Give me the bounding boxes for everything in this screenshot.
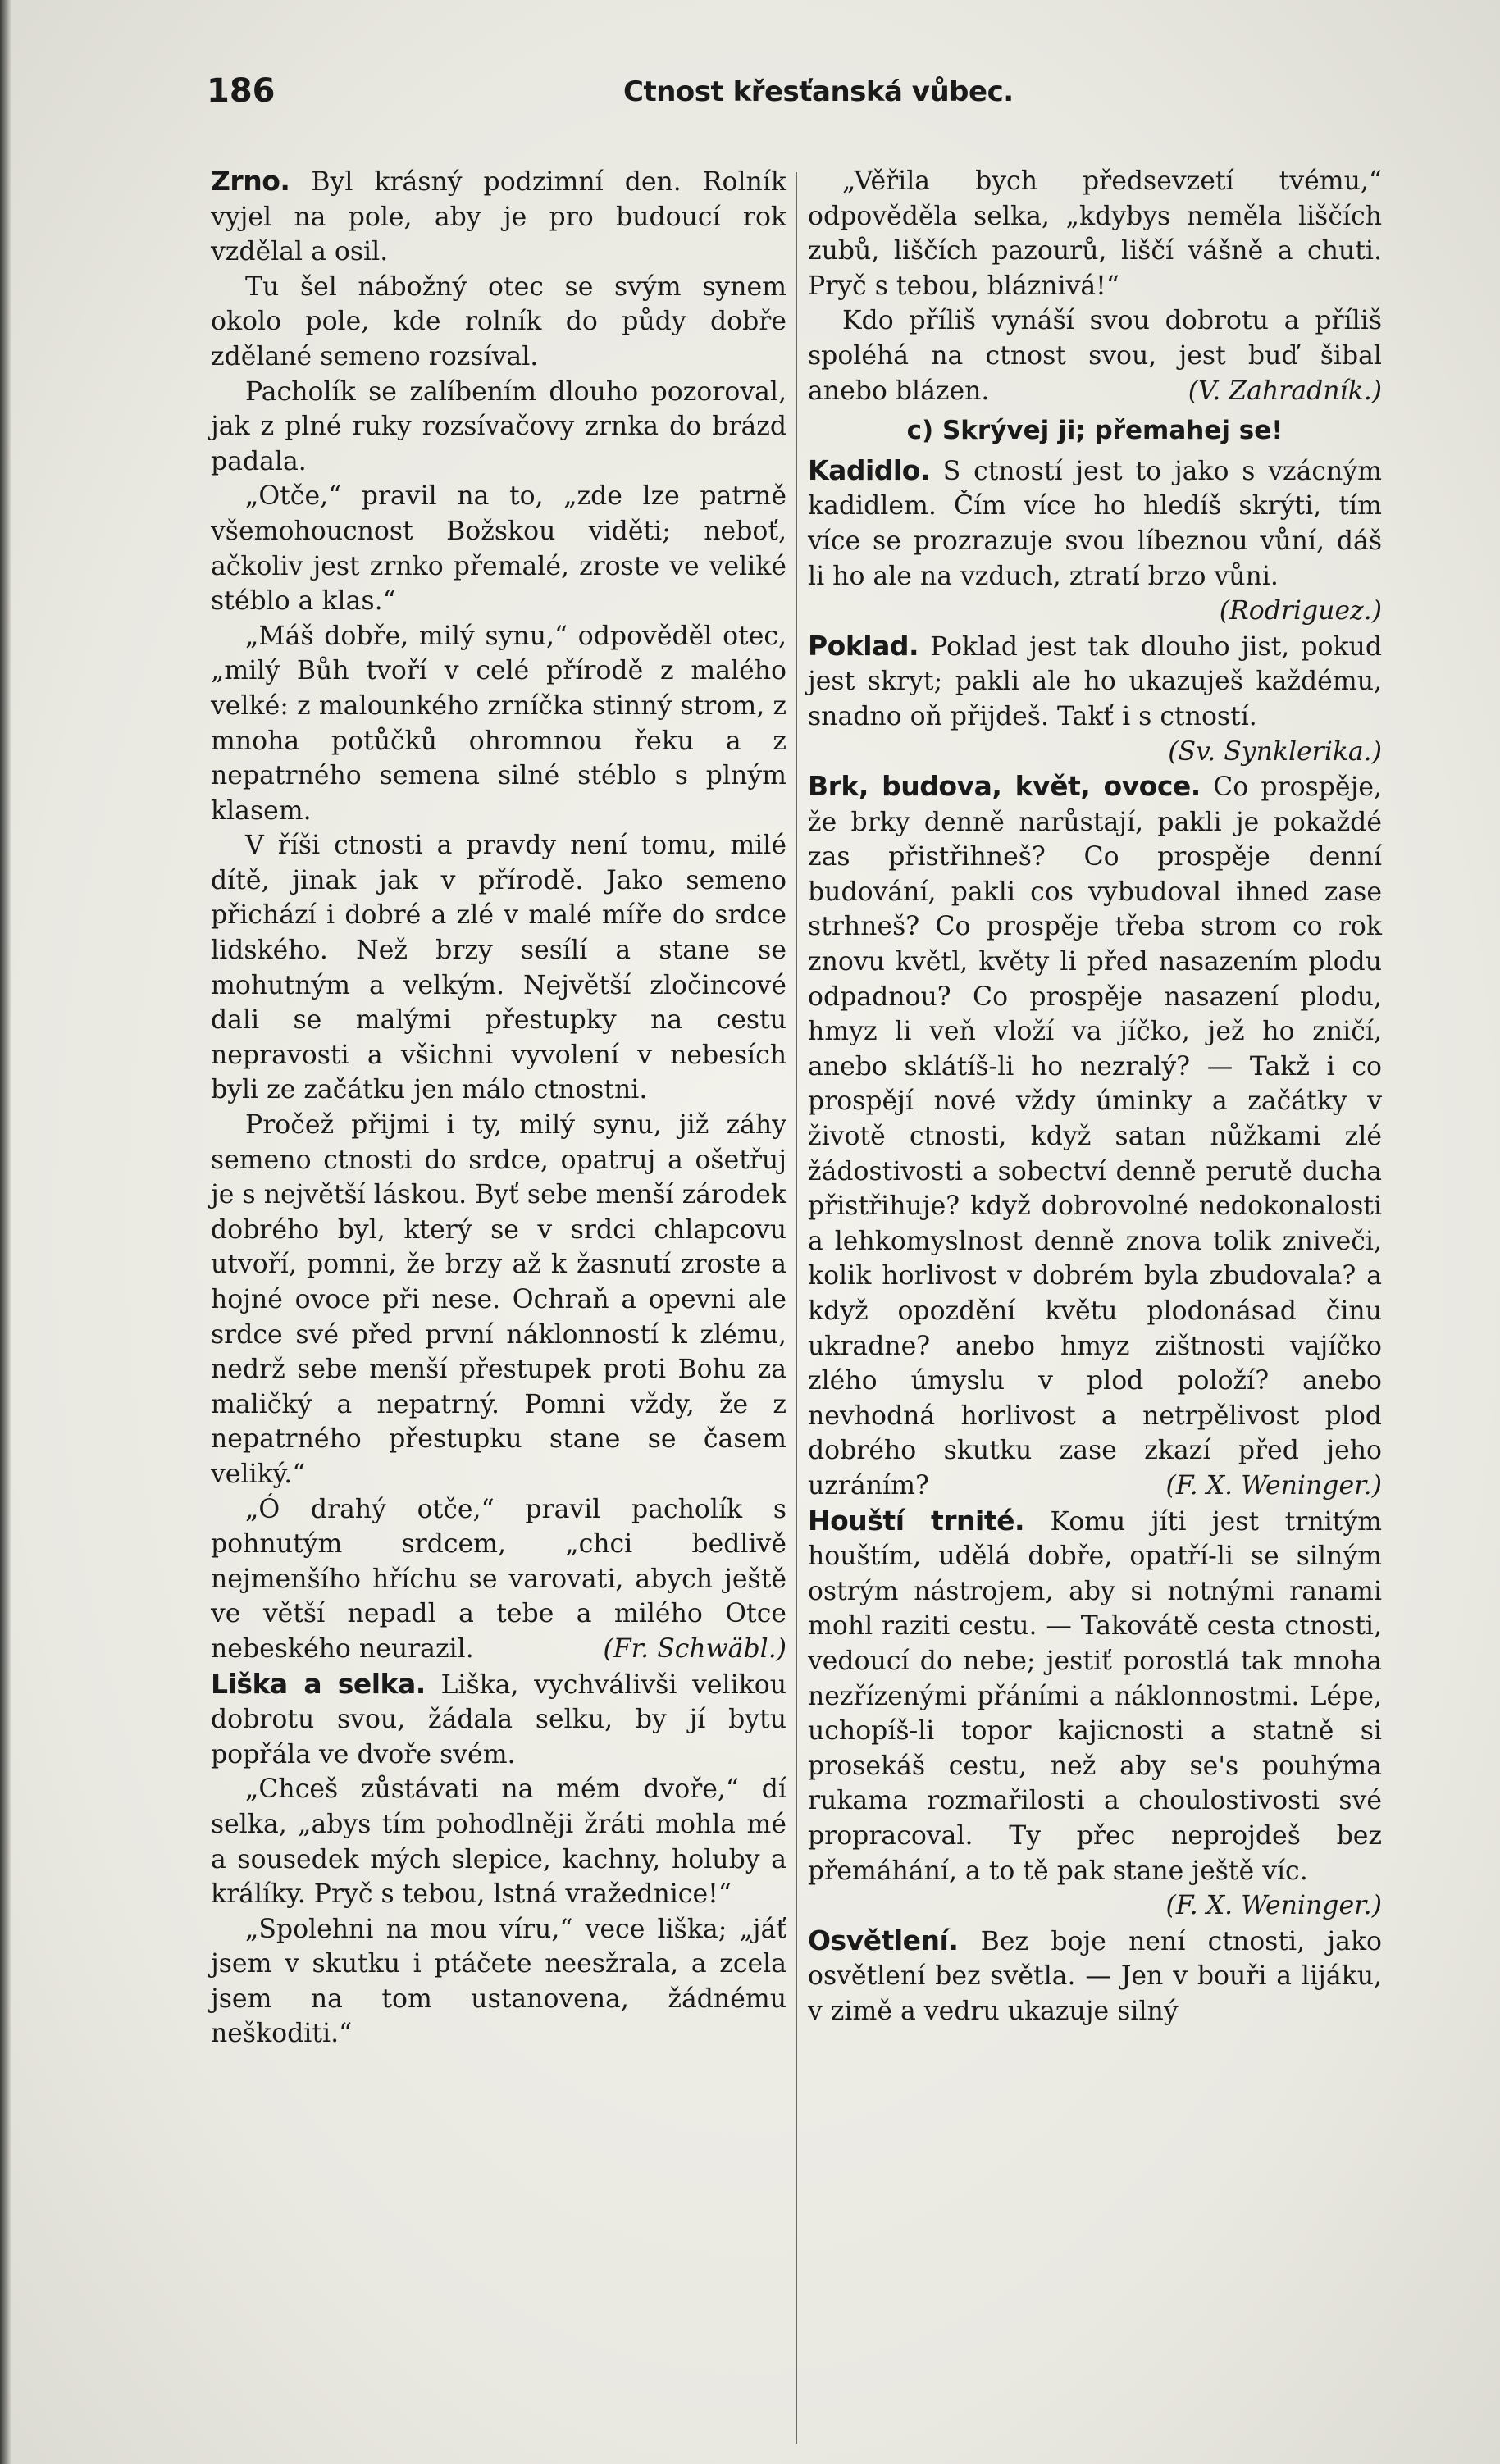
paragraph-keyword: Poklad.	[808, 629, 919, 662]
right-column	[808, 164, 1382, 2029]
running-title: Ctnost křesťanská vůbec.	[623, 75, 1014, 108]
page-header	[0, 72, 1500, 121]
paragraph: „Chceš zůstávati na mém dvoře,“ dí selka, „abys tím pohodlněji žráti mohla mé a sousedek mých slepice, kachny, holuby a králíky. Pryč s tebou, lstná vražednice!“	[211, 1774, 786, 1910]
paragraph	[808, 1504, 1382, 1921]
paragraph: Pacholík se zalíbením dlouho pozoroval, jak z plné ruky rozsívačovy zrnka do brázd padala.	[211, 376, 786, 476]
paragraph-keyword: Liška a selka.	[211, 1667, 426, 1700]
paragraph-keyword: Brk, budova, květ, ovoce.	[808, 770, 1201, 803]
column-divider	[796, 172, 797, 2444]
paragraph-text: Co prospěje, že brky denně narůstají, pakli je pokaždé zas přistřihneš? Co prospěje denní budování, pakli cos vybudoval ihned zase strhneš? Co prospěje třeba strom co rok znovu květl, květy li před nasazením plodu odpadnou? Co prospěje nasazení plodu, hmyz li veň vloží va jíčko, jež ho zničí, anebo sklátíš-li ho nezralý? — Takž i co prospějí nové vždy úminky a začátky v životě ctnosti, když satan nůžkami zlé žádostivosti a sobectví denně perutě ducha přistřihuje? když dobrovolné nedokonalosti a lehkomyslnost denně znova tolik zniveči, kolik horlivost v dobrém byla zbudovala? a když opozdění květu plodonásad činu ukradne? anebo hmyz zištnosti vajíčko zlého úmyslu v plod položí? anebo nevhodná horlivost a netrpělivost plod dobrého skutku zase zkazí před jeho uzráním?	[808, 772, 1382, 1501]
paragraph-keyword: Houští trnité.	[808, 1504, 1025, 1537]
paragraph-text: Poklad jest tak dlouho jist, pokud jest skryt; pakli ale ho ukazuješ každému, snadno oň přijdeš. Takť i s ctností.	[808, 631, 1382, 731]
paragraph-text: Bez boje není ctnosti, jako osvětlení bez světla. — Jen v bouři a lijáku, v zimě a vedru ukazuje silný	[808, 1926, 1382, 2026]
paragraph	[808, 1924, 1382, 2029]
paragraph	[808, 303, 1382, 408]
paragraph	[808, 769, 1382, 1503]
paragraph-text: Liška, vychválivši velikou dobrotu svou, žádala selku, by jí bytu popřála ve dvoře svém.	[211, 1669, 786, 1769]
scan-edge	[0, 0, 11, 2464]
paragraph: V říši ctnosti a pravdy není tomu, milé dítě, jinak jak v přírodě. Jako semeno přichází i dobré a zlé v malé míře do srdce lidského. Než brzy sesílí a stane se mohutným a velkým. Největší zločincové dali se malými přestupky na cestu nepravosti a všichni vyvolení v nebesích byli ze začátku jen málo ctnostni.	[211, 831, 786, 1105]
left-column	[211, 164, 786, 2052]
paragraph-keyword: Zrno.	[211, 165, 290, 197]
source-attribution: (F. X. Weninger.)	[1165, 1891, 1382, 1921]
paragraph: „Věřila bych předsevzetí tvému,“ odpověděla selka, „kdybys neměla liščích zubů, liščích pazourů, liščí vášně a chuti. Pryč s tebou, bláznivá!“	[808, 166, 1382, 301]
paragraph	[211, 164, 786, 270]
source-attribution: (F. X. Weninger.)	[1165, 1470, 1382, 1501]
paragraph	[808, 453, 1382, 626]
paragraph-text: Komu jíti jest trnitým houštím, udělá dobře, opatří-li se silným ostrým nástrojem, aby si notnými ranami mohl raziti cestu. — Takovátě cesta ctnosti, vedoucí do nebe; jestiť porostlá tak mnoha nezřízenými přáními a náklonnostmi. Lépe, uchopíš-li topor kajicnosti a statně si prosekáš cestu, než aby se's pouhýma rukama rozmařilosti a choulostivosti své propracoval. Ty přec neprojdeš bez přemáhání, a to tě pak stane ještě víc.	[808, 1506, 1382, 1886]
section-heading: c) Skrývej ji; přemahej se!	[906, 416, 1283, 446]
paragraph: „Máš dobře, milý synu,“ odpověděl otec, „milý Bůh tvoří v celé přírodě z malého velké: z malounkého zrníčka stinný strom, z mnoha potůčků ohromnou řeku a z nepatrného semena silné stéblo s plným klasem.	[211, 621, 786, 826]
paragraph: „Spolehni na mou víru,“ vece liška; „jáť jsem v skutku i ptáčete neesžrala, a zcela jsem na tom ustanovena, žádnému neškoditi.“	[211, 1914, 786, 2049]
paragraph-keyword: Osvětlení.	[808, 1924, 959, 1956]
paragraph-text: S ctností jest to jako s vzácným kadidlem. Čím více ho hledíš skrýti, tím více se prozrazuje svou líbeznou vůní, dáš li ho ale na vzduch, ztratí brzo vůni.	[808, 456, 1382, 591]
paragraph: „Otče,“ pravil na to, „zde lze patrně všemohoucnost Božskou viděti; neboť, ačkoliv jest zrnko přemalé, zroste ve veliké stéblo a klas.“	[211, 481, 786, 617]
paragraph-keyword: Kadidlo.	[808, 453, 930, 486]
paragraph	[211, 1492, 786, 1667]
paragraph-text: Kdo příliš vynáší svou dobrotu a příliš spoléhá na ctnost svou, jest buď šibal anebo blázen.	[808, 306, 1382, 406]
page-number: 186	[207, 72, 276, 110]
paragraph-text: „Ó drahý otče,“ pravil pacholík s pohnutým srdcem, „chci bedlivě nejmenšího hříchu se varovati, abych ještě ve větší nepadl a tebe a milého Otce nebeského neurazil.	[211, 1494, 786, 1664]
paragraph: Pročež přijmi i ty, milý synu, již záhy semeno ctnosti do srdce, opatruj a ošetřuj je s největší láskou. Byť sebe menší zárodek dobrého byl, který se v srdci chlapcovu utvoří, pomni, že brzy až k žasnutí zroste a hojné ovoce při nese. Ochraň a opevni ale srdce své před první náklonností k zlému, nedrž sebe menší přestupek proti Bohu za maličký a nepatrný. Pomni vždy, že z nepatrného přestupku stane se časem veliký.“	[211, 1110, 786, 1489]
source-attribution: (V. Zahradník.)	[1188, 376, 1382, 406]
paragraph	[808, 629, 1382, 767]
paragraph-text: Byl krásný podzimní den. Rolník vyjel na pole, aby je pro budoucí rok vzdělal a osil.	[211, 167, 786, 267]
source-attribution: (Sv. Synklerika.)	[1168, 736, 1382, 767]
paragraph: Tu šel nábožný otec se svým synem okolo pole, kde rolník do půdy dobře zdělané semeno rozsíval.	[211, 271, 786, 371]
paragraph	[211, 1667, 786, 1773]
source-attribution: (Rodriguez.)	[1219, 596, 1382, 626]
source-attribution: (Fr. Schwäbl.)	[603, 1633, 786, 1664]
